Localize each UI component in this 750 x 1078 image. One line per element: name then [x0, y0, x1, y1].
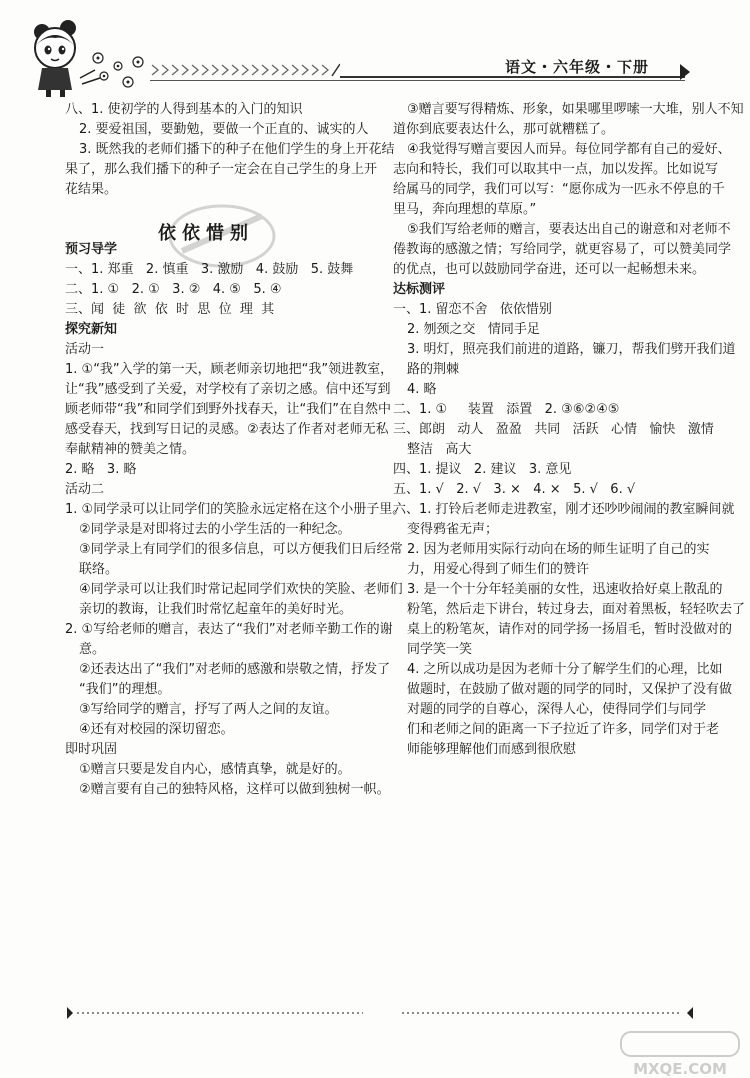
left-answer-line: 果了，那么我们播下的种子一定会在自己学生的身上开 — [65, 162, 378, 177]
page-corner-mark-icon — [678, 62, 692, 82]
left-answer-line: “我们”的理想。 — [79, 682, 171, 697]
right-column — [393, 100, 746, 760]
page-header — [0, 0, 750, 100]
left-answer-line: ②还表达出了“我们”对老师的感激和崇敬之情，抒发了 — [79, 662, 391, 677]
left-answer-line: ④还有对校园的深切留恋。 — [79, 722, 234, 737]
right-answer-line: 达标测评 — [393, 282, 446, 297]
right-answer-line: 4. 之所以成功是因为老师十分了解学生们的心理，比如 — [407, 662, 723, 677]
right-answer-line: 桌上的粉笔灰，请作对的同学扬一扬眉毛，暂时没做对的 — [407, 622, 733, 637]
right-answer-line: 六、1. 打铃后老师走进教室，刚才还吵吵闹闹的教室瞬间就 — [393, 502, 735, 517]
right-answer-line: 倦教诲的感激之情；写给同学，就更容易了，可以赞美同学 — [393, 242, 732, 257]
right-answer-line: 一、1. 留恋不舍 依依惜别 — [393, 302, 552, 317]
left-answer-line: 让“我”感受到了关爱，对学校有了亲切之感。信中还写到 — [65, 382, 391, 397]
girl-mascot-icon — [20, 18, 150, 98]
left-answer-line: 花结果。 — [65, 182, 118, 197]
right-answer-line: 二、1. ① 装置 添置 2. ③⑥②④⑤ — [393, 402, 620, 417]
right-answer-line: ③赠言要写得精炼、形象，如果哪里啰嗦一大堆，别人不知 — [407, 102, 744, 117]
site-watermark-logo — [615, 1030, 745, 1078]
left-answer-line: 顾老师带“我”和同学们到野外找春天，让“我们”在自然中 — [65, 402, 391, 417]
left-answer-line: 3. 既然我的老师们播下的种子在他们学生的身上开花结 — [79, 142, 395, 157]
right-answer-line: 变得鸦雀无声； — [407, 522, 499, 537]
right-answer-line: 志向和特长，我们可以取其中一点，加以发挥。比如说写 — [393, 162, 719, 177]
right-answer-line: 2. 刎颈之交 情同手足 — [407, 322, 540, 337]
left-answer-line: 2. ①写给老师的赠言，表达了“我们”对老师辛勤工作的谢 — [65, 622, 393, 637]
right-answer-line: 的优点，也可以鼓励同学奋进，还可以一起畅想未来。 — [393, 262, 706, 277]
left-answer-line: ②赠言要有自己的独特风格，这样可以做到独树一帜。 — [79, 782, 390, 797]
left-answer-line: ④同学录可以让我们时常记起同学们欢快的笑脸、老师们 — [79, 582, 403, 597]
book-title: 语文・六年级・下册 — [505, 58, 650, 76]
footer-dotted-rule-left — [65, 1003, 365, 1023]
right-answer-line: 里马，奔向理想的草原。” — [393, 202, 537, 217]
right-answer-line: ⑤我们写给老师的赠言，要表达出自己的谢意和对老师不 — [407, 222, 731, 237]
right-answer-line: 五、1. √ 2. √ 3. × 4. × 5. √ 6. √ — [393, 482, 636, 497]
right-answer-line: 三、郎朗 动人 盈盈 共同 活跃 心情 愉快 激情 — [393, 422, 714, 437]
left-column — [65, 100, 406, 800]
right-answer-line: 2. 因为老师用实际行动向在场的师生证明了自己的实 — [407, 542, 710, 557]
left-answer-line: 即时巩固 — [65, 742, 118, 757]
right-answer-line: 同学笑一笑 — [407, 642, 473, 657]
left-answer-line: 意。 — [79, 642, 106, 657]
left-answer-line: 亲切的教诲，让我们时常忆起童年的美好时光。 — [79, 602, 353, 617]
right-answer-line: 给属马的同学，我们可以写：“愿你成为一匹永不停息的千 — [393, 182, 725, 197]
right-answer-line: 路的荆棘 — [407, 362, 460, 377]
left-answer-line: ②同学录是对即将过去的小学生活的一种纪念。 — [79, 522, 351, 537]
right-answer-line: ④我觉得写赠言要因人而异。每位同学都有自己的爱好、 — [407, 142, 731, 157]
left-answer-line — [65, 220, 370, 240]
left-answer-line: 1. ①“我”入学的第一天，顾老师亲切地把“我”领进教室， — [65, 362, 394, 377]
footer-dotted-rule-right — [400, 1003, 695, 1023]
left-answer-line: 二、1. ① 2. ① 3. ② 4. ⑤ 5. ④ — [65, 282, 282, 297]
chevron-band-icon — [150, 62, 340, 78]
right-answer-line: 做题时，在鼓励了做对题的同学的同时，又保护了没有做 — [407, 682, 733, 697]
right-answer-line: 整洁 高大 — [407, 442, 472, 457]
left-answer-line: ①赠言只要是发自内心，感情真挚，就是好的。 — [79, 762, 351, 777]
svg-text:MXQE.COM: MXQE.COM — [633, 1060, 727, 1078]
right-answer-line: 四、1. 提议 2. 建议 3. 意见 — [393, 462, 572, 477]
left-answer-line: 2. 略 3. 略 — [65, 462, 137, 477]
right-answer-line: 道你到底要表达什么，那可就糟糕了。 — [393, 122, 615, 137]
right-answer-line: 粉笔，然后走下讲台，转过身去，面对着黑板，轻轻吹去了 — [407, 602, 746, 617]
left-answer-line: 2. 要爱祖国，要勤勉，要做一个正直的、诚实的人 — [79, 122, 369, 137]
right-answer-line: 们和老师之间的距离一下子拉近了许多，同学们对于老 — [407, 722, 720, 737]
left-answer-line: 预习导学 — [65, 242, 118, 257]
left-answer-line: 八、1. 使初学的人得到基本的入门的知识 — [65, 102, 303, 117]
lesson-title: 依依惜别 — [158, 223, 254, 244]
left-answer-line: 一、1. 郑重 2. 慎重 3. 激励 4. 鼓励 5. 鼓舞 — [65, 262, 354, 277]
right-answer-line: 3. 明灯，照亮我们前进的道路，镰刀，帮我们劈开我们道 — [407, 342, 736, 357]
left-answer-line: 活动二 — [65, 482, 105, 497]
right-answer-line: 3. 是一个十分年轻美丽的女性，迅速收拾好桌上散乱的 — [407, 582, 723, 597]
right-answer-line: 4. 略 — [407, 382, 437, 397]
left-answer-line: ③写给同学的赠言，抒写了两人之间的友谊。 — [79, 702, 338, 717]
left-answer-line: 奉献精神的赞美之情。 — [65, 442, 196, 457]
left-answer-line: 活动一 — [65, 342, 105, 357]
right-answer-line: 对题的同学的自尊心，深得人心，使得同学们与同学 — [407, 702, 707, 717]
left-answer-line — [65, 200, 370, 220]
left-answer-line: 三、闻 徒 欲 依 时 思 位 理 其 — [65, 302, 275, 317]
header-rule-thin — [150, 80, 685, 81]
left-answer-line: 感受春天，找到写日记的灵感。②表达了作者对老师无私 — [65, 422, 389, 437]
left-answer-line: 探究新知 — [65, 322, 118, 337]
right-answer-line: 师能够理解他们而感到很欣慰 — [407, 742, 577, 757]
left-answer-line: 联络。 — [79, 562, 119, 577]
left-answer-line: 1. ①同学录可以让同学们的笑脸永远定格在这个小册子里。 — [65, 502, 406, 517]
left-answer-line: ③同学录上有同学们的很多信息，可以方便我们日后经常 — [79, 542, 403, 557]
right-answer-line: 力，用爱心得到了师生们的赞许 — [407, 562, 590, 577]
